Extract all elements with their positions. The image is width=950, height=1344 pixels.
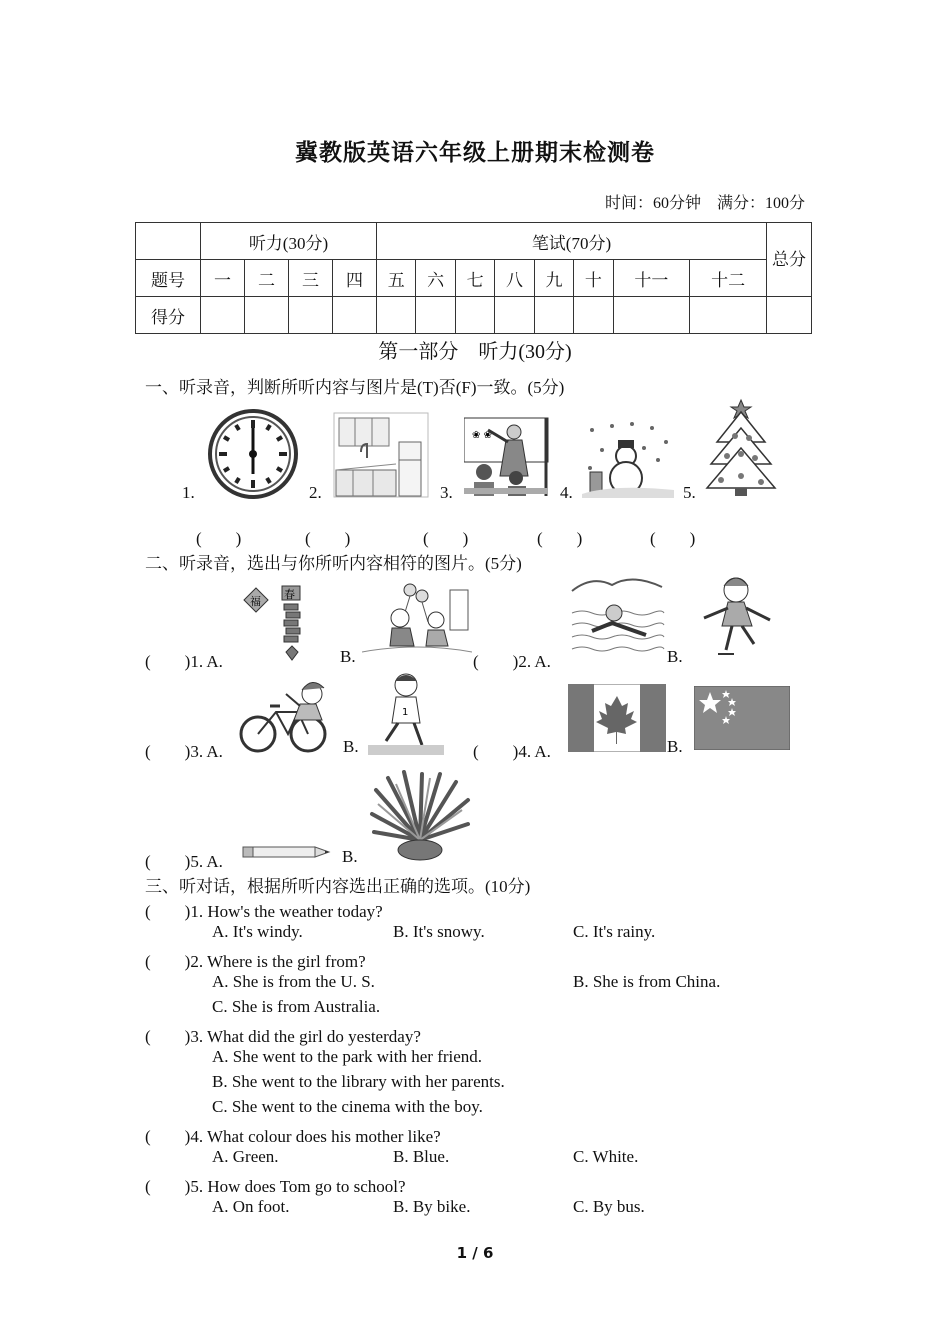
col-number: 十 xyxy=(574,260,613,297)
children-playing-image xyxy=(362,582,472,662)
col-number: 十二 xyxy=(690,260,767,297)
s3-question-1: ( )1. How's the weather today? xyxy=(145,902,383,921)
s2-item-2-prefix: ( )2. A. xyxy=(473,652,551,671)
writing-header: 笔试(70分) xyxy=(376,223,766,260)
col-number: 九 xyxy=(534,260,573,297)
total-header: 总分 xyxy=(767,223,812,297)
col-number: 六 xyxy=(416,260,455,297)
score-cell-total[interactable] xyxy=(767,297,812,334)
s3-question-4: ( )4. What colour does his mother like? xyxy=(145,1127,441,1146)
s1-label-2: 2. xyxy=(309,483,322,502)
kitchen-image xyxy=(333,412,429,498)
s1-answer-blank-5[interactable]: ( ) xyxy=(650,529,696,548)
s3-q2-option-c: C. She is from Australia. xyxy=(212,997,381,1016)
col-number: 一 xyxy=(201,260,245,297)
score-cell[interactable] xyxy=(332,297,376,334)
section3-heading: 三、听对话，根据所听内容选出正确的选项。(10分) xyxy=(145,877,531,896)
score-cell[interactable] xyxy=(201,297,245,334)
col-number: 二 xyxy=(244,260,288,297)
score-cell[interactable] xyxy=(534,297,573,334)
china-flag-image xyxy=(694,686,790,750)
page-number: 1 / 6 xyxy=(456,1244,494,1262)
spring-festival-decoration-image xyxy=(240,584,312,662)
s3-q3-option-c: C. She went to the cinema with the boy. xyxy=(212,1097,483,1116)
score-table xyxy=(135,222,812,334)
s3-question-3: ( )3. What did the girl do yesterday? xyxy=(145,1027,421,1046)
col-number: 三 xyxy=(288,260,332,297)
listening-header: 听力(30分) xyxy=(201,223,377,260)
s3-q2-option-b: B. She is from China. xyxy=(573,972,721,991)
time-info: 时间：60分钟 满分：100分 xyxy=(604,195,805,212)
s1-answer-blank-1[interactable]: ( ) xyxy=(196,529,242,548)
s3-q5-option-a: A. On foot. xyxy=(212,1197,290,1216)
score-cell[interactable] xyxy=(613,297,690,334)
section2-heading: 二、听录音，选出与你所听内容相符的图片。(5分) xyxy=(145,554,522,573)
col-number: 七 xyxy=(455,260,494,297)
col-number: 四 xyxy=(332,260,376,297)
canada-flag-image xyxy=(568,684,666,752)
s2-item-3-prefix: ( )3. A. xyxy=(145,742,223,761)
row-label-number: 题号 xyxy=(136,260,201,297)
s1-label-1: 1. xyxy=(182,483,195,502)
score-cell[interactable] xyxy=(376,297,415,334)
col-number: 五 xyxy=(376,260,415,297)
classroom-image xyxy=(464,412,554,498)
s3-q1-option-c: C. It's rainy. xyxy=(573,922,656,941)
pencil-image xyxy=(241,844,333,860)
s3-q2-option-a: A. She is from the U. S. xyxy=(212,972,375,991)
s2-item-5-prefix: ( )5. A. xyxy=(145,852,223,871)
s2-item-4-b: B. xyxy=(667,737,683,756)
boy-running-image xyxy=(368,671,444,755)
part-one-heading: 第一部分 听力(30分) xyxy=(378,341,572,363)
s2-item-1-b: B. xyxy=(340,647,356,666)
s2-item-1-prefix: ( )1. A. xyxy=(145,652,223,671)
svg-text:❀ ❀: ❀ ❀ xyxy=(472,430,492,441)
swimming-image xyxy=(568,573,666,659)
s3-q1-option-a: A. It's windy. xyxy=(212,922,303,941)
s3-question-2: ( )2. Where is the girl from? xyxy=(145,952,366,971)
s1-answer-blank-2[interactable]: ( ) xyxy=(305,529,351,548)
s2-item-3-b: B. xyxy=(343,737,359,756)
snowman-image xyxy=(582,420,674,498)
s1-label-4: 4. xyxy=(560,483,573,502)
s3-q3-option-b: B. She went to the library with her parents. xyxy=(212,1072,505,1091)
skating-girl-image xyxy=(690,574,774,662)
s1-answer-blank-4[interactable]: ( ) xyxy=(537,529,583,548)
score-table-corner xyxy=(136,223,201,260)
s3-q3-option-a: A. She went to the park with her friend. xyxy=(212,1047,483,1066)
score-cell[interactable] xyxy=(574,297,613,334)
s3-q5-option-b: B. By bike. xyxy=(393,1197,471,1216)
s3-question-5: ( )5. How does Tom go to school? xyxy=(145,1177,406,1196)
col-number: 十一 xyxy=(613,260,690,297)
svg-text:1: 1 xyxy=(402,707,409,718)
score-cell[interactable] xyxy=(495,297,534,334)
s1-label-5: 5. xyxy=(683,483,696,502)
girl-riding-bike-image xyxy=(238,676,342,754)
s1-answer-blank-3[interactable]: ( ) xyxy=(423,529,469,548)
s3-q1-option-b: B. It's snowy. xyxy=(393,922,485,941)
s2-item-5-b: B. xyxy=(342,847,358,866)
s2-item-2-b: B. xyxy=(667,647,683,666)
chun-char: 春 xyxy=(284,588,295,601)
s3-q4-option-b: B. Blue. xyxy=(393,1147,450,1166)
christmas-tree-image xyxy=(705,398,777,498)
row-label-score: 得分 xyxy=(136,297,201,334)
col-number: 八 xyxy=(495,260,534,297)
score-cell[interactable] xyxy=(690,297,767,334)
s2-item-4-prefix: ( )4. A. xyxy=(473,742,551,761)
s3-q4-option-a: A. Green. xyxy=(212,1147,279,1166)
section1-heading: 一、听录音，判断所听内容与图片是(T)否(F)一致。(5分) xyxy=(145,378,565,397)
s1-label-3: 3. xyxy=(440,483,453,502)
s3-q5-option-c: C. By bus. xyxy=(573,1197,645,1216)
fu-char: 福 xyxy=(250,595,261,608)
score-cell[interactable] xyxy=(416,297,455,334)
score-cell[interactable] xyxy=(288,297,332,334)
clock-image xyxy=(207,408,299,500)
score-cell[interactable] xyxy=(455,297,494,334)
score-cell[interactable] xyxy=(244,297,288,334)
s3-q4-option-c: C. White. xyxy=(573,1147,639,1166)
page-title: 冀教版英语六年级上册期末检测卷 xyxy=(295,140,655,166)
pencils-in-cup-image xyxy=(368,770,472,862)
